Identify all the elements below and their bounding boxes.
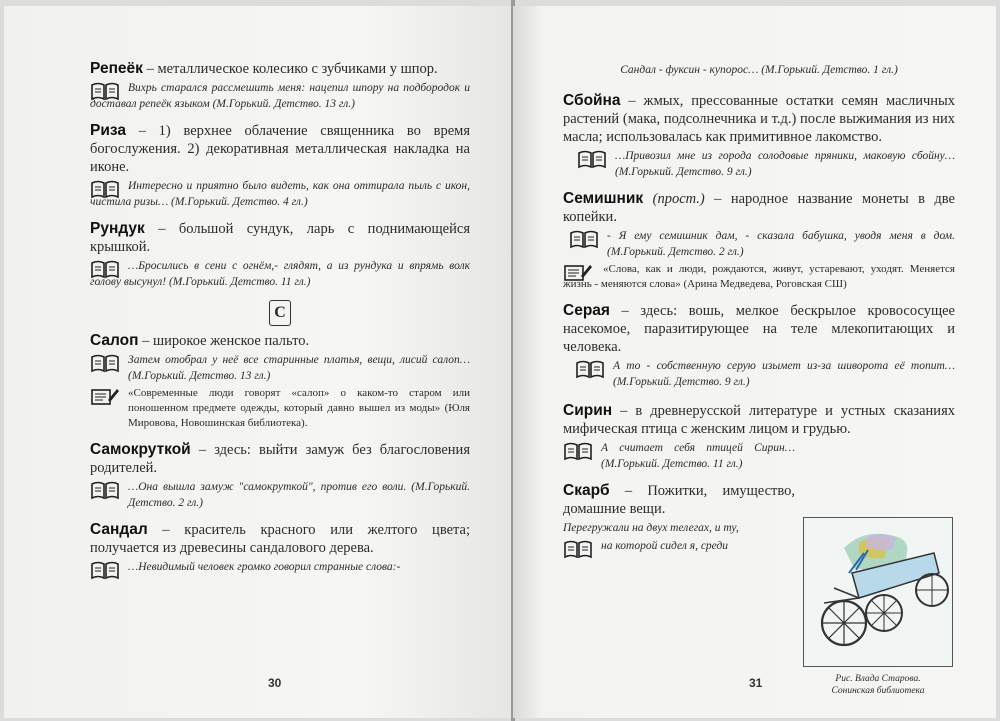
definition-text: – 1) верхнее облачение священника во время богослужения. 2) декоративная металлическая накладка на иконе.: [90, 123, 470, 175]
reader-note: [563, 262, 955, 292]
entry-quote: [563, 440, 795, 472]
entry-quote: [569, 228, 955, 260]
entry-skarb: [563, 482, 795, 554]
figure-caption: [803, 673, 953, 697]
quote-text: А считает себя птицей Сирин… (М.Горький. Детство. 11 гл.): [601, 442, 795, 470]
definition-text: – народное название монеты в две копейки.: [563, 191, 955, 225]
section-letter: С: [269, 300, 291, 326]
entry-quote: [90, 80, 470, 112]
page-number: 30: [268, 676, 282, 690]
definition-text: – здесь: вошь, мелкое бескрылое кровососущее насекомое, паразитирующее на теле млекопитающих и человека.: [563, 303, 955, 355]
entry-term: Риза: [90, 122, 126, 139]
entry-sboyna: [563, 92, 955, 180]
entry-quote: [90, 479, 470, 511]
quote-text: …Невидимый человек громко говорил странные слова:-: [128, 561, 401, 573]
quote-text: Интересно и приятно было видеть, как она оттирала пыль с икон, чистила ризы… (М.Горький. Детство. 4 гл.): [90, 180, 470, 208]
right-page: [513, 6, 996, 718]
entry-definition: [563, 302, 955, 356]
note-text: «Слова, как и люди, рождаются, живут, устаревают, уходят. Меняется жизнь - меняются слова» (Арина Медведева, Роговская СШ): [563, 263, 955, 290]
open-book-icon: [90, 560, 120, 580]
open-book-icon: [575, 359, 605, 379]
caption-author: Рис. Влада Старова.: [835, 674, 921, 684]
open-book-icon: [90, 81, 120, 101]
quote-text: Затем отобрал у неё все старинные платья, вещи, лисий салоп… (М.Горький. Детство. 13 гл.): [128, 354, 470, 382]
entry-term: Сбойна: [563, 92, 621, 109]
quote-text: - Я ему семишник дам, - сказала бабушка, уводя меня в дом. (М.Горький. Детство. 2 гл.): [607, 230, 955, 258]
definition-text: – широкое женское пальто.: [138, 333, 310, 349]
cart-drawing-illustration: [803, 517, 953, 667]
quote-text: А то - собственную серую изымет из-за шиворота её топит… (М.Горький. Детство. 9 гл.): [613, 360, 955, 388]
definition-text: – жмых, прессованные остатки семян масличных растений (мака, подсолнечника и т.д.) после выжимания из них масла; использовалась как примитивное лакомство.: [563, 93, 955, 145]
entry-definition: [563, 190, 955, 226]
entry-quote: [577, 148, 955, 180]
entry-definition: [563, 482, 795, 518]
entry-term: Сирин: [563, 402, 613, 419]
entry-quote: [90, 559, 470, 575]
entry-definition: [563, 402, 955, 438]
entry-term: Салоп: [90, 332, 139, 349]
entry-definition: [90, 220, 470, 256]
cart-drawing: [804, 518, 953, 667]
entry-term: Скарб: [563, 482, 610, 499]
page-number: 31: [749, 676, 763, 690]
right-page-content: [563, 62, 955, 564]
section-letter-mark: [90, 300, 470, 326]
entry-quote: [575, 358, 955, 390]
definition-text: – большой сундук, ларь с поднимающейся крышкой.: [90, 221, 470, 255]
open-book-icon: [90, 259, 120, 279]
open-book-icon: [90, 179, 120, 199]
notebook-pen-icon: [563, 262, 593, 282]
entry-definition: [90, 122, 470, 176]
entry-quote: [90, 352, 470, 384]
entry-definition: [90, 332, 470, 350]
open-book-icon: [569, 229, 599, 249]
definition-text: – Пожитки, имущество, домашние вещи.: [563, 483, 795, 517]
entry-term: Серая: [563, 302, 610, 319]
entry-salop: [90, 332, 470, 431]
entry-definition: [563, 92, 955, 146]
quote-text: на которой сидел я, среди: [601, 540, 729, 552]
entry-quote: [90, 178, 470, 210]
entry-term: Рундук: [90, 220, 145, 237]
entry-definition: [90, 521, 470, 557]
left-page: [4, 6, 513, 718]
entry-repeyok: [90, 60, 470, 112]
continued-quote: Сандал - фуксин - купорос… (М.Горький. Детство. 1 гл.): [620, 64, 898, 76]
quote-text: Вихрь старался рассмешить меня: нацепил шпору на подбородок и доставал репеёк языком (М.Горький. Детство. 13 гл.): [90, 82, 470, 110]
reader-note: [128, 386, 470, 431]
notebook-pen-icon: [90, 386, 120, 406]
caption-library: Сонинская библиотека: [831, 686, 925, 696]
entry-semishnik: [563, 190, 955, 292]
entry-term: Семишник: [563, 190, 644, 207]
note-text: «Современные люди говорят «салоп» о каком-то старом или поношенном предмете одежды, который давно вышел из моды» (Юля Мировова, Новошинская библиотека).: [128, 387, 470, 429]
open-book-icon: [563, 441, 593, 461]
quote-text: …Она вышла замуж "самокруткой", против его воли. (М.Горький. Детство. 2 гл.): [128, 481, 470, 509]
entry-term: Самокруткой: [90, 441, 191, 458]
entry-definition: [90, 60, 470, 78]
entry-sirin: [563, 402, 955, 472]
entry-definition: [90, 441, 470, 477]
definition-text: – в древнерусской литературе и устных сказаниях мифическая птица с женским лицом и грудью.: [563, 403, 955, 437]
entry-quote: [90, 258, 470, 290]
entry-quote: [563, 538, 795, 554]
entry-seraya: [563, 302, 955, 390]
open-book-icon: [577, 149, 607, 169]
left-page-content: [90, 60, 470, 585]
definition-text: – краситель красного или желтого цвета; получается из древесины сандалового дерева.: [90, 522, 470, 556]
entry-sandal: [90, 521, 470, 575]
definition-text: – здесь: выйти замуж без благословения родителей.: [90, 442, 470, 476]
entry-riza: [90, 122, 470, 210]
open-book-icon: [90, 480, 120, 500]
entry-rundyk: [90, 220, 470, 290]
open-book-icon: [563, 539, 593, 559]
entry-quote-line: Перегружали на двух телегах, и ту,: [563, 522, 739, 534]
entry-term: Сандал: [90, 521, 148, 538]
entry-samokrutkoy: [90, 441, 470, 511]
entry-term: Репеёк: [90, 60, 143, 77]
quote-text: …Бросились в сени с огнём,- глядят, а из рундука и впрямь волк голову высунул! (М.Горький. Детство. 11 гл.): [90, 260, 470, 288]
open-book-icon: [90, 353, 120, 373]
grammar-mark: (прост.): [643, 191, 705, 207]
definition-text: – металлическое колесико с зубчиками у шпор.: [142, 61, 438, 77]
quote-text: …Привозил мне из города солодовые пряники, маковую сбойну… (М.Горький. Детство. 9 гл.): [615, 150, 955, 178]
